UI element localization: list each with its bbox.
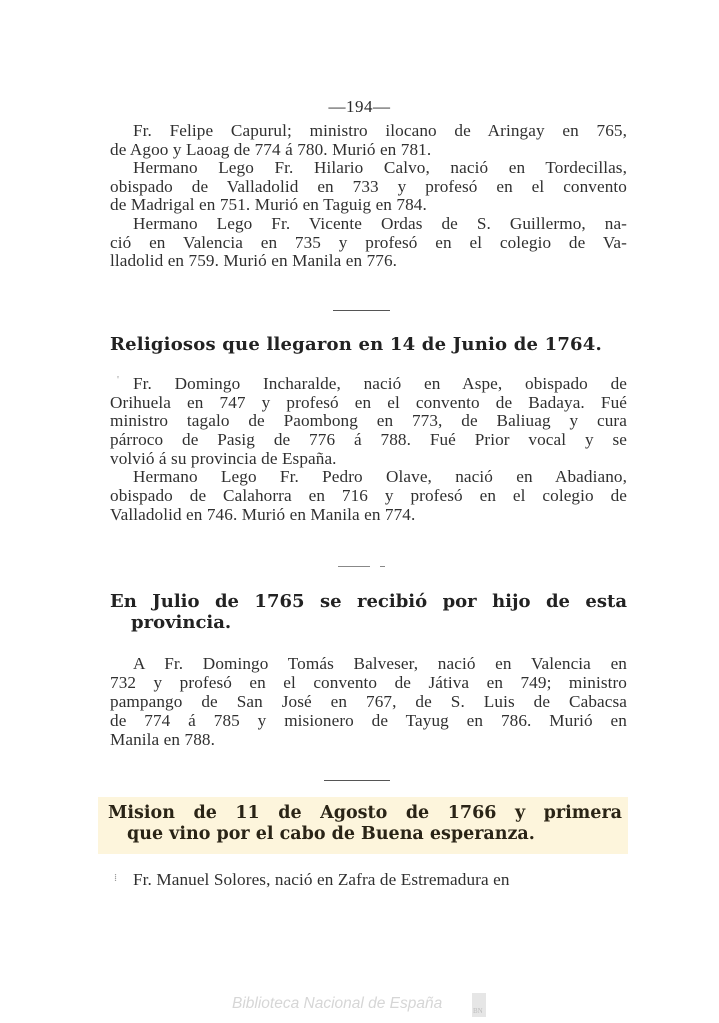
text-line: de Madrigal en 751. Murió en Taguig en 784. bbox=[110, 195, 427, 214]
section-heading: Religiosos que llegaron en 14 de Junio de 1764. bbox=[110, 334, 602, 355]
section-heading-line1: En Julio de 1765 se recibió por hijo de esta bbox=[110, 591, 627, 612]
text-line: Hermano Lego Fr. Pedro Olave, nació en Abadiano, bbox=[133, 467, 627, 486]
text-line: ministro tagalo de Paombong en 773, de Baliuag y cura bbox=[110, 411, 627, 430]
section-divider bbox=[324, 780, 390, 781]
highlighted-heading-line2: que vino por el cabo de Buena esperanza. bbox=[127, 824, 535, 844]
text-line: de Agoo y Laoag de 774 á 780. Murió en 781. bbox=[110, 140, 432, 159]
text-line: Manila en 788. bbox=[110, 730, 215, 749]
section-divider-fragment bbox=[380, 566, 385, 567]
library-watermark: Biblioteca Nacional de España bbox=[232, 995, 443, 1012]
text-line: A Fr. Domingo Tomás Balveser, nació en Valencia en bbox=[133, 654, 627, 673]
page-number: —194— bbox=[328, 97, 391, 116]
scan-speck: ' bbox=[117, 374, 119, 386]
text-line: Fr. Felipe Capurul; ministro ilocano de Aringay en 765, bbox=[133, 121, 627, 140]
text-line: volvió á su provincia de España. bbox=[110, 449, 337, 468]
text-line: Hermano Lego Fr. Vicente Ordas de S. Guillermo, na- bbox=[133, 214, 627, 233]
text-line: Fr. Manuel Solores, nació en Zafra de Estremadura en bbox=[133, 870, 510, 889]
text-line: 732 y profesó en el convento de Játiva en 749; ministro bbox=[110, 673, 627, 692]
section-divider bbox=[333, 310, 390, 311]
bne-logo-icon bbox=[472, 993, 486, 1017]
text-line: ció en Valencia en 735 y profesó en el colegio de Va- bbox=[110, 233, 627, 252]
text-line: lladolid en 759. Murió en Manila en 776. bbox=[110, 251, 398, 270]
text-line: Hermano Lego Fr. Hilario Calvo, nació en Tordecillas, bbox=[133, 158, 627, 177]
section-heading-line2: provincia. bbox=[131, 612, 232, 633]
text-line: obispado de Calahorra en 716 y profesó en el colegio de bbox=[110, 486, 627, 505]
text-line: párroco de Pasig de 776 á 788. Fué Prior vocal y se bbox=[110, 430, 627, 449]
highlighted-heading-line1: Mision de 11 de Agosto de 1766 y primera bbox=[108, 803, 622, 823]
scan-speck: ⁞ bbox=[114, 872, 118, 884]
text-line: Orihuela en 747 y profesó en el convento de Badaya. Fué bbox=[110, 393, 627, 412]
text-line: obispado de Valladolid en 733 y profesó en el convento bbox=[110, 177, 627, 196]
text-line: Fr. Domingo Incharalde, nació en Aspe, obispado de bbox=[133, 374, 627, 393]
logo-text: BN bbox=[473, 1007, 483, 1015]
section-divider bbox=[338, 566, 370, 567]
text-line: de 774 á 785 y misionero de Tayug en 786. Murió en bbox=[110, 711, 627, 730]
text-line: pampango de San José en 767, de S. Luis de Cabacsa bbox=[110, 692, 627, 711]
text-line: Valladolid en 746. Murió en Manila en 774. bbox=[110, 505, 416, 524]
